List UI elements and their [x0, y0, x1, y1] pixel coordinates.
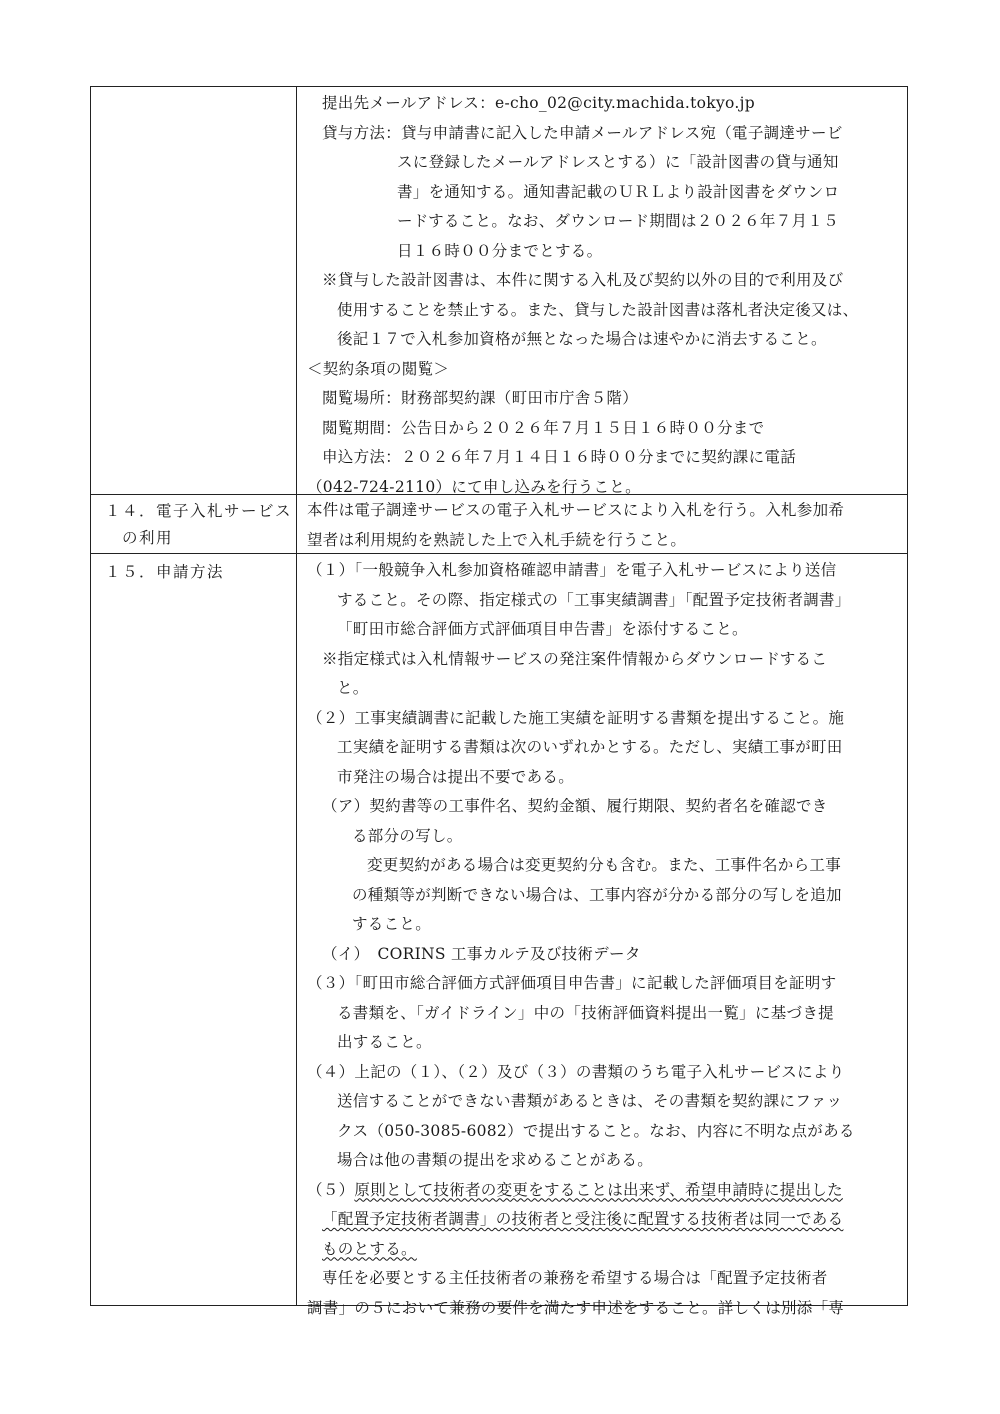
row14-line-1: 本件は電子調達サービスの電子入札サービスにより入札を行う。入札参加希 — [307, 501, 845, 519]
table-row-14 — [91, 495, 907, 554]
row13-line-13: 申込方法：２０２６年７月１４日１６時００分までに契約課に電話 — [322, 448, 797, 466]
item5-line-2 — [307, 1205, 897, 1235]
row13-line-14: （042-724-2110）にて申し込みを行うこと。 — [307, 477, 641, 496]
row15-line-7: 工実績を証明する書類は次のいずれかとする。ただし、実績工事が町田 — [337, 738, 843, 756]
row13-line-6: 日１６時００分までとする。 — [397, 241, 603, 260]
row13-content — [307, 89, 897, 502]
row13-line-7: ※貸与した設計図書は、本件に関する入札及び契約以外の目的で利用及び — [322, 271, 844, 289]
item5-underlined-1: 原則として技術者の変更をすることは出来ず、希望申請時に提出した — [354, 1180, 843, 1199]
row15-line-13: すること。 — [352, 915, 432, 933]
row15-line-10: る部分の写し。 — [352, 826, 463, 845]
row14-line-2: 望者は利用規約を熟読した上で入札手続を行うこと。 — [307, 530, 687, 549]
row14-content — [307, 496, 897, 555]
row15-line-21: 場合は他の書類の提出を求めることがある。 — [337, 1151, 654, 1169]
row15-line-5: と。 — [337, 679, 369, 697]
item5-underlined-2: 「配置予定技術者調書」の技術者と受注後に配置する技術者は同一である — [322, 1210, 844, 1228]
row13-line-2: 貸与方法：貸与申請書に記入した申請メールアドレス宛（電子調達サービ — [322, 123, 843, 142]
row15-line-16: る書類を、「ガイドライン」中の「技術評価資料提出一覧」に基づき提 — [337, 1003, 834, 1022]
row15-line-14: （イ） CORINS 工事カルテ及び技術データ — [322, 944, 641, 963]
row15-line-3: 「町田市総合評価方式評価項目申告書」を添付すること。 — [337, 620, 748, 638]
row15-line-4: ※指定様式は入札情報サービスの発注案件情報からダウンロードするこ — [322, 649, 828, 668]
column-divider — [296, 554, 297, 1305]
column-divider — [296, 87, 297, 494]
row15-line-2: すること。その際、指定様式の「工事実績調書」「配置予定技術者調書」 — [337, 590, 851, 609]
item5-underlined-3: ものとする。 — [322, 1239, 417, 1258]
table-row-15 — [91, 554, 907, 1317]
row13-line-12: 閲覧期間：公告日から２０２６年７月１５日１６時００分まで — [322, 418, 765, 437]
row15-line-8: 市発注の場合は提出不要である。 — [337, 767, 575, 786]
row13-line-3: スに登録したメールアドレスとする）に「設計図書の貸与通知 — [397, 153, 839, 171]
column-divider — [296, 495, 297, 553]
table-row-13 — [91, 87, 907, 495]
row15-content — [307, 556, 897, 1323]
row14-label-line-2: の利用 — [105, 529, 174, 547]
row13-line-4: 書」を通知する。通知書記載のＵＲＬより設計図書をダウンロ — [397, 182, 840, 201]
row13-line-9: 後記１７で入札参加資格が無となった場合は速やかに消去すること。 — [337, 330, 827, 348]
row15-line-6: （２）工事実績調書に記載した施工実績を証明する書類を提出すること。施 — [307, 708, 845, 727]
row15-label-line-1: １５．申請方法 — [105, 563, 225, 581]
row15-tail-line-2: 調書」の５において兼務の要件を満たす申述をすること。詳しくは別添「専 — [307, 1298, 845, 1317]
row15-line-11: 変更契約がある場合は変更契約分も含む。また、工事件名から工事 — [367, 856, 842, 874]
row13-line-5: ードすること。なお、ダウンロード期間は２０２６年７月１５ — [397, 212, 839, 230]
row13-line-8: 使用することを禁止する。また、貸与した設計図書は落札者決定後又は、 — [337, 300, 859, 319]
row15-line-12: の種類等が判断できない場合は、工事内容が分かる部分の写しを追加 — [352, 885, 842, 904]
item5-line-3 — [307, 1235, 897, 1265]
row15-line-15: （３）「町田市総合評価方式評価項目申告書」に記載した評価項目を証明す — [307, 974, 837, 992]
row15-line-17: 出すること。 — [337, 1033, 432, 1051]
row14-label-line-1: １４．電子入札サービス — [105, 502, 293, 520]
row15-line-18: （４）上記の（１）、（２）及び（３）の書類のうち電子入札サービスにより — [307, 1062, 845, 1081]
item5-line-1 — [307, 1176, 897, 1206]
row13-line-10: ＜契約条項の閲覧＞ — [307, 359, 450, 378]
row15-line-19: 送信することができない書類があるときは、その書類を契約課にファッ — [337, 1092, 843, 1110]
row15-line-20: クス（050-3085-6082）で提出すること。なお、内容に不明な点がある — [337, 1121, 855, 1140]
row13-line-11: 閲覧場所：財務部契約課（町田市庁舎５階） — [322, 389, 639, 407]
row15-line-1: （１）「一般競争入札参加資格確認申請書」を電子入札サービスにより送信 — [307, 561, 837, 579]
row14-label — [105, 499, 292, 551]
row13-line-1: 提出先メールアドレス：e-cho_02@city.machida.tokyo.jp — [322, 94, 755, 112]
row15-tail-line-1: 専任を必要とする主任技術者の兼務を希望する場合は「配置予定技術者 — [322, 1269, 828, 1287]
item5-prefix: （５） — [307, 1180, 355, 1199]
row15-label — [105, 560, 224, 585]
document-table — [90, 86, 908, 1317]
row15-line-9: （ア）契約書等の工事件名、契約金額、履行期限、契約者名を確認でき — [322, 797, 828, 815]
